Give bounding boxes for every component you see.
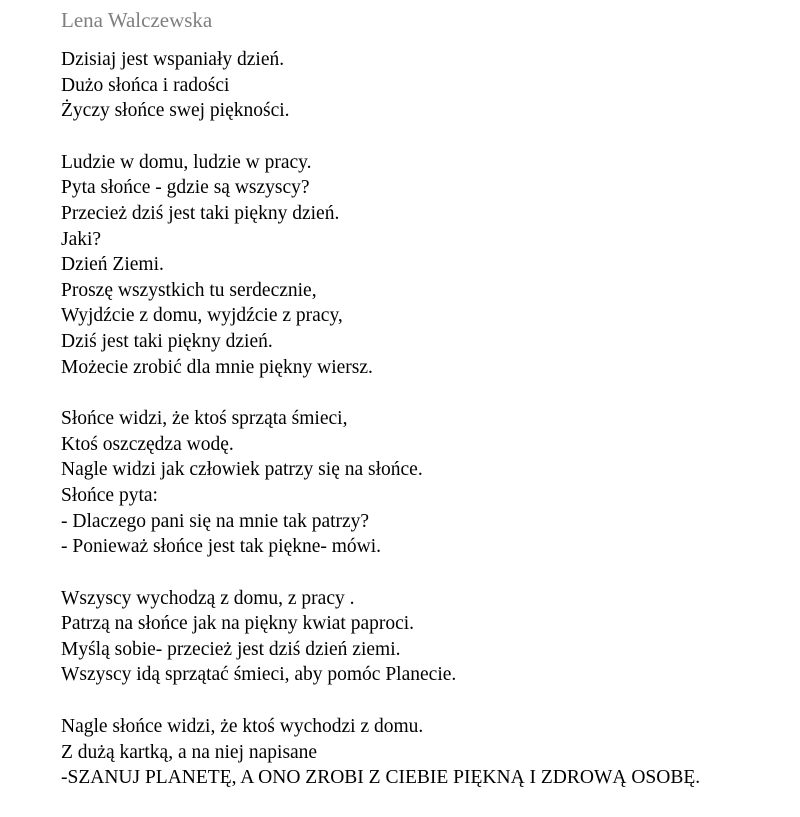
poem-line: Słońce widzi, że ktoś sprząta śmieci, — [61, 408, 348, 430]
poem-line: Ludzie w domu, ludzie w pracy. — [61, 151, 312, 173]
poem-body — [61, 47, 800, 817]
stanza-2 — [61, 150, 800, 380]
poem-line: Dzień Ziemi. — [61, 254, 164, 276]
poem-line: Wszyscy wychodzą z domu, z pracy . — [61, 587, 355, 609]
poem-line: Ktoś oszczędza wodę. — [61, 433, 234, 455]
poem-line: - Dlaczego pani się na mnie tak patrzy? — [61, 510, 370, 532]
poem-line: Przecież dziś jest taki piękny dzień. — [61, 202, 340, 224]
poem-line: - Ponieważ słońce jest tak piękne- mówi. — [61, 536, 382, 558]
poem-line: Z dużą kartką, a na niej napisane — [61, 741, 318, 763]
poem-line: Wszyscy idą sprzątać śmieci, aby pomóc Planecie. — [61, 664, 457, 686]
poem-line: Proszę wszystkich tu serdecznie, — [61, 279, 317, 301]
poem-line: Dziś jest taki piękny dzień. — [61, 330, 273, 352]
stanza-5 — [61, 714, 800, 791]
poem-line: Dużo słońca i radości — [61, 74, 230, 96]
poem-line: Nagle słońce widzi, że ktoś wychodzi z domu. — [61, 716, 424, 738]
poem-line: -SZANUJ PLANETĘ, A ONO ZROBI Z CIEBIE PIĘKNĄ I ZDROWĄ OSOBĘ. — [61, 767, 701, 789]
poem-line: Nagle widzi jak człowiek patrzy się na słońce. — [61, 459, 423, 481]
poem-line: Pyta słońce - gdzie są wszyscy? — [61, 177, 310, 199]
poem-line: Dzisiaj jest wspaniały dzień. — [61, 49, 285, 70]
poem-line: Jaki? — [61, 228, 102, 250]
stanza-1 — [61, 47, 800, 124]
poem-line: Możecie zrobić dla mnie piękny wiersz. — [61, 356, 373, 378]
poem-line: Patrzą na słońce jak na piękny kwiat paproci. — [61, 613, 415, 635]
poem-line: Wyjdźcie z domu, wyjdźcie z pracy, — [61, 305, 343, 327]
poem-line: Słońce pyta: — [61, 484, 158, 506]
poem-line: Życzy słońce swej piękności. — [61, 100, 290, 122]
poem-line: Myślą sobie- przecież jest dziś dzień ziemi. — [61, 638, 401, 660]
author-name: Lena Walczewska — [61, 8, 213, 32]
stanza-3 — [61, 406, 800, 560]
stanza-4 — [61, 586, 800, 688]
